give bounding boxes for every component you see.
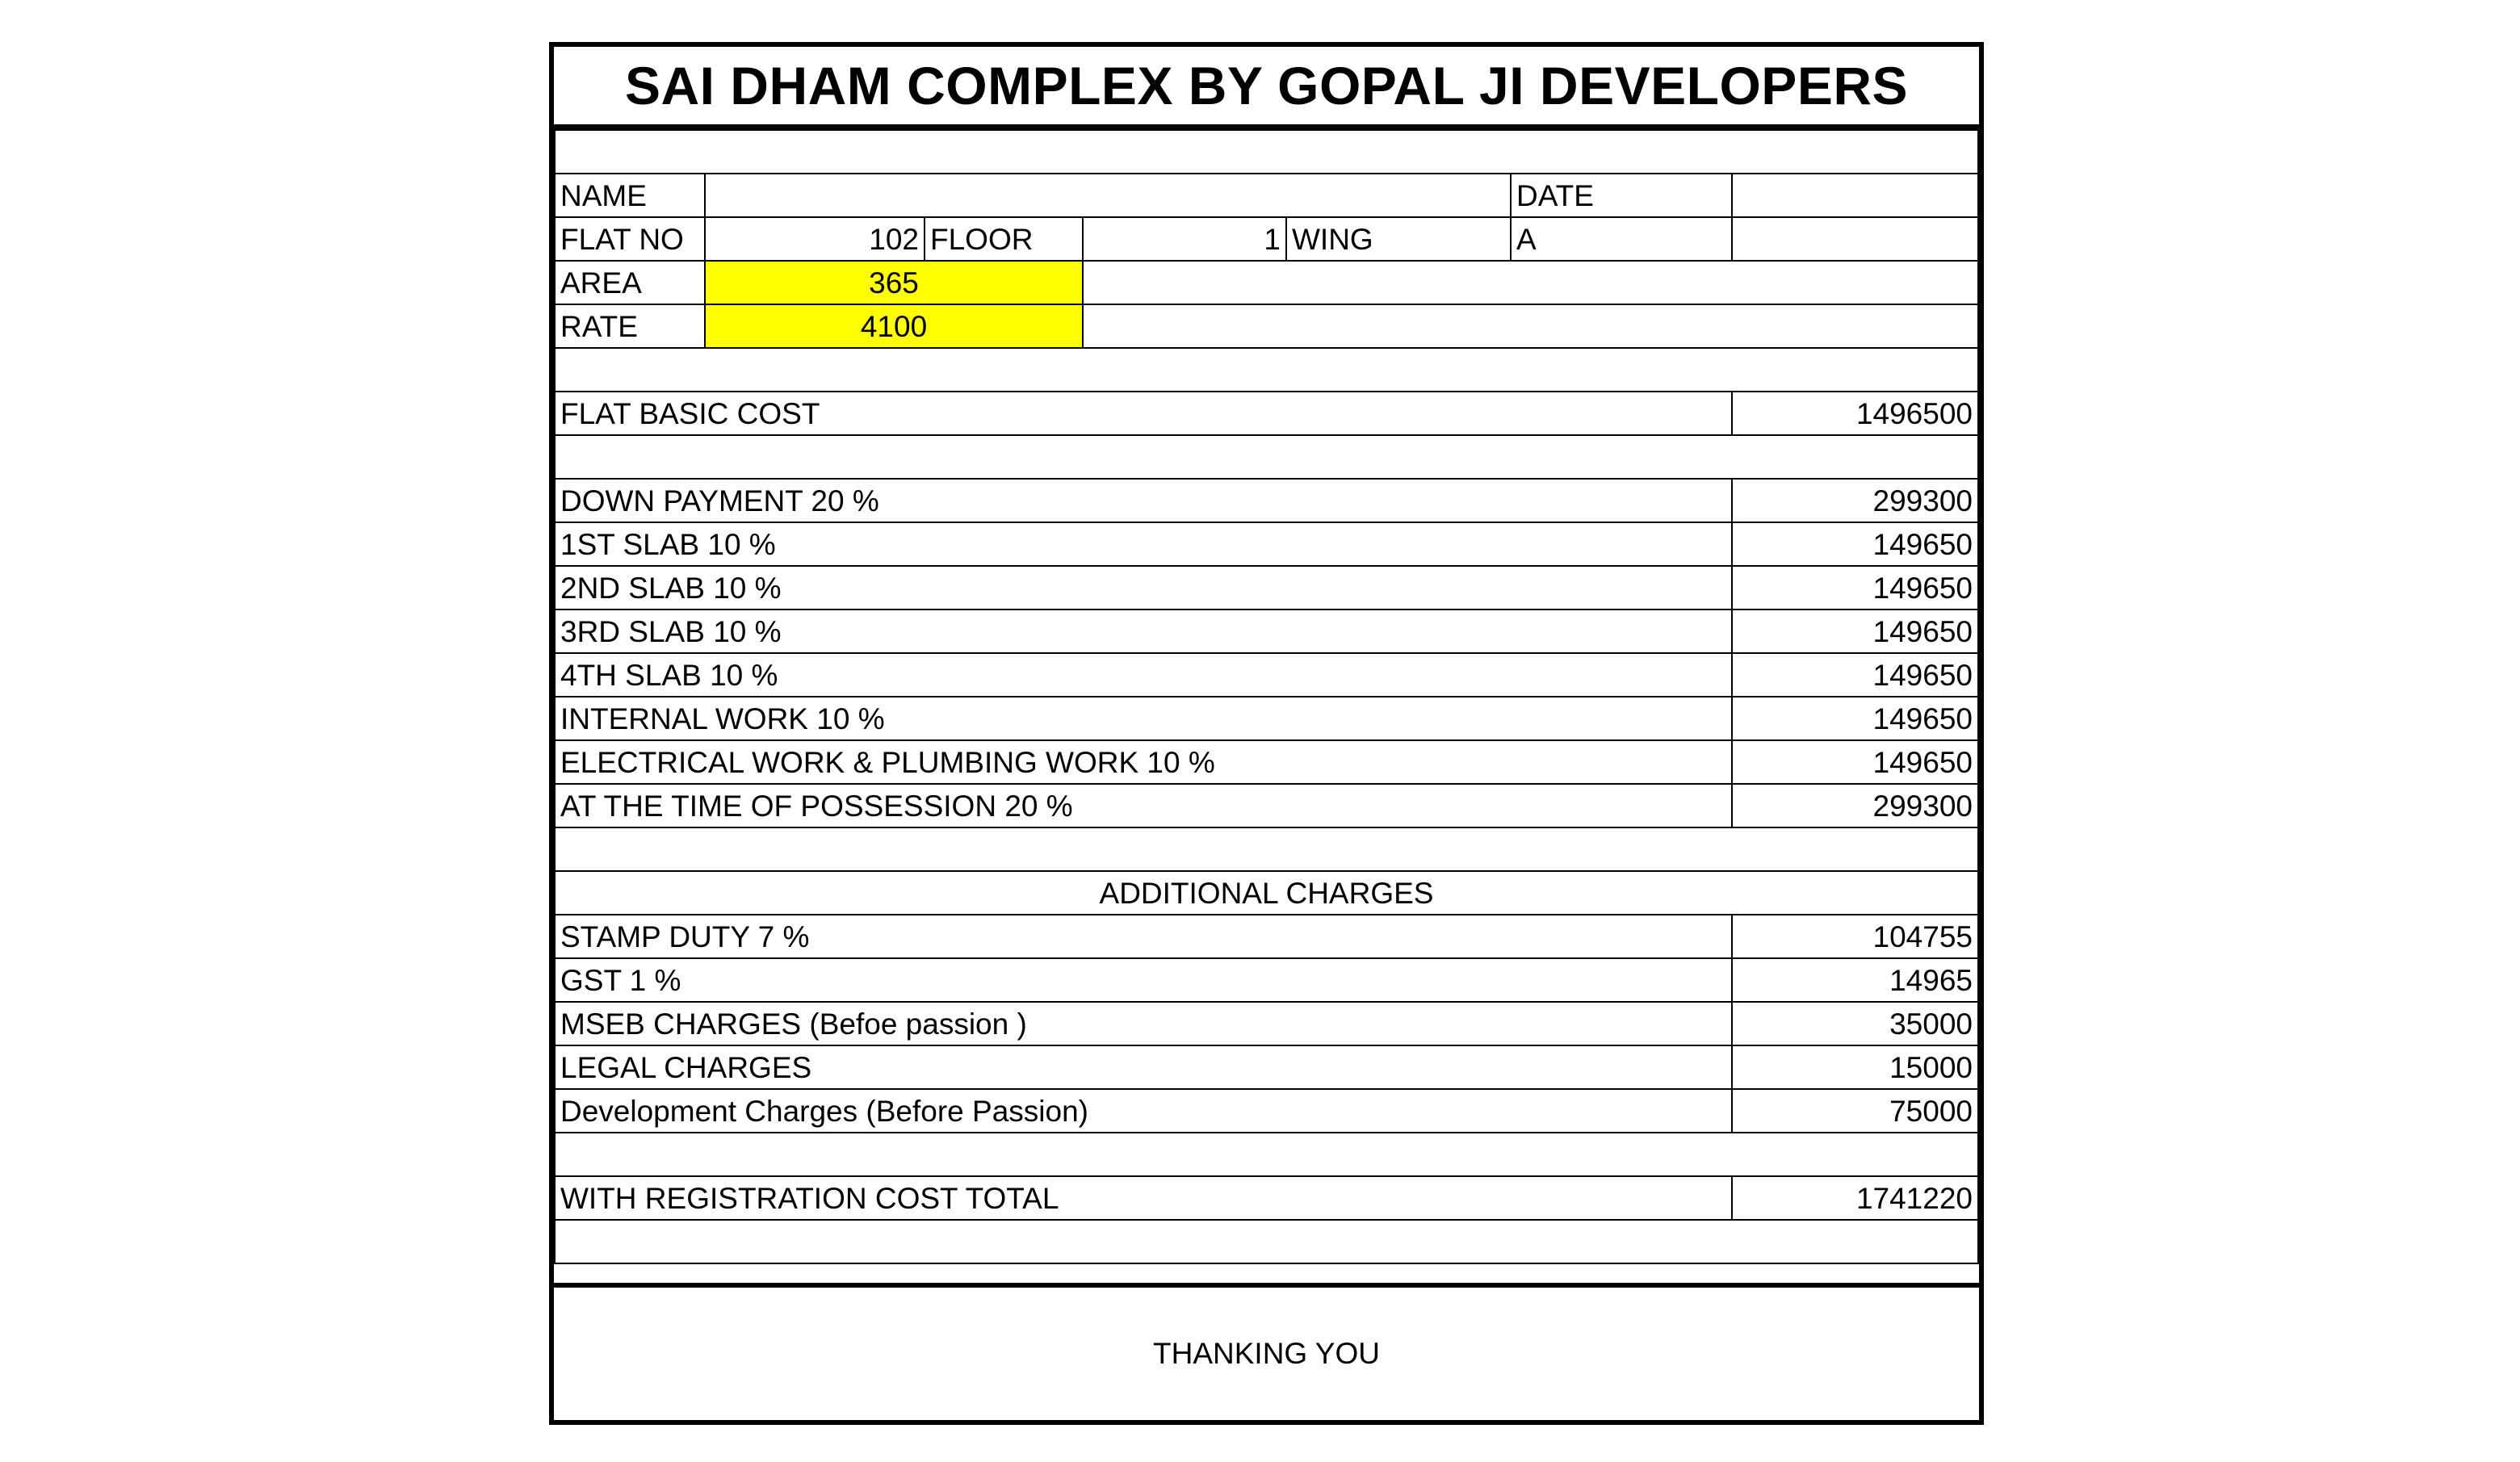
blank-cell [1731,216,1979,262]
charge-label: STAMP DUTY 7 % [554,914,1733,959]
total-value: 1741220 [1731,1175,1979,1221]
blank-cell [1082,304,1979,349]
payment-label: AT THE TIME OF POSSESSION 20 % [554,783,1733,828]
blank-row [554,129,1979,174]
blank-row [554,434,1979,480]
floor-value[interactable]: 1 [1082,216,1287,262]
date-label: DATE [1510,173,1733,218]
charge-label: Development Charges (Before Passion) [554,1088,1733,1133]
payment-label: 3RD SLAB 10 % [554,609,1733,654]
payment-label: 1ST SLAB 10 % [554,522,1733,567]
area-value[interactable]: 365 [704,260,1084,305]
charge-value: 15000 [1731,1045,1979,1090]
page-title: SAI DHAM COMPLEX BY GOPAL JI DEVELOPERS [554,47,1979,129]
charge-label: GST 1 % [554,957,1733,1003]
blank-row [554,347,1979,392]
additional-charges-heading: ADDITIONAL CHARGES [554,870,1979,915]
name-label: NAME [554,173,706,218]
flat-no-value[interactable]: 102 [704,216,925,262]
flat-no-label: FLAT NO [554,216,706,262]
charge-value: 104755 [1731,914,1979,959]
charge-label: LEGAL CHARGES [554,1045,1733,1090]
payment-value: 299300 [1731,478,1979,523]
payment-value: 149650 [1731,696,1979,741]
charge-label: MSEB CHARGES (Befoe passion ) [554,1001,1733,1046]
payment-value: 299300 [1731,783,1979,828]
blank-cell [1082,260,1979,305]
footer-thanks: THANKING YOU [554,1283,1979,1420]
wing-value[interactable]: A [1510,216,1733,262]
total-label: WITH REGISTRATION COST TOTAL [554,1175,1733,1221]
rate-value[interactable]: 4100 [704,304,1084,349]
basic-cost-value: 1496500 [1731,391,1979,436]
blank-row [554,827,1979,872]
payment-value: 149650 [1731,522,1979,567]
payment-label: ELECTRICAL WORK & PLUMBING WORK 10 % [554,739,1733,785]
date-value[interactable] [1731,173,1979,218]
payment-label: INTERNAL WORK 10 % [554,696,1733,741]
payment-value: 149650 [1731,652,1979,697]
blank-row [554,1219,1979,1264]
payment-label: DOWN PAYMENT 20 % [554,478,1733,523]
name-value[interactable] [704,173,1512,218]
area-label: AREA [554,260,706,305]
payment-value: 149650 [1731,565,1979,610]
charge-value: 14965 [1731,957,1979,1003]
charge-value: 75000 [1731,1088,1979,1133]
blank-row [554,1132,1979,1177]
payment-value: 149650 [1731,739,1979,785]
rate-label: RATE [554,304,706,349]
charge-value: 35000 [1731,1001,1979,1046]
quotation-sheet [549,42,1984,1425]
payment-value: 149650 [1731,609,1979,654]
floor-label: FLOOR [924,216,1084,262]
payment-label: 2ND SLAB 10 % [554,565,1733,610]
basic-cost-label: FLAT BASIC COST [554,391,1733,436]
wing-label: WING [1285,216,1512,262]
payment-label: 4TH SLAB 10 % [554,652,1733,697]
